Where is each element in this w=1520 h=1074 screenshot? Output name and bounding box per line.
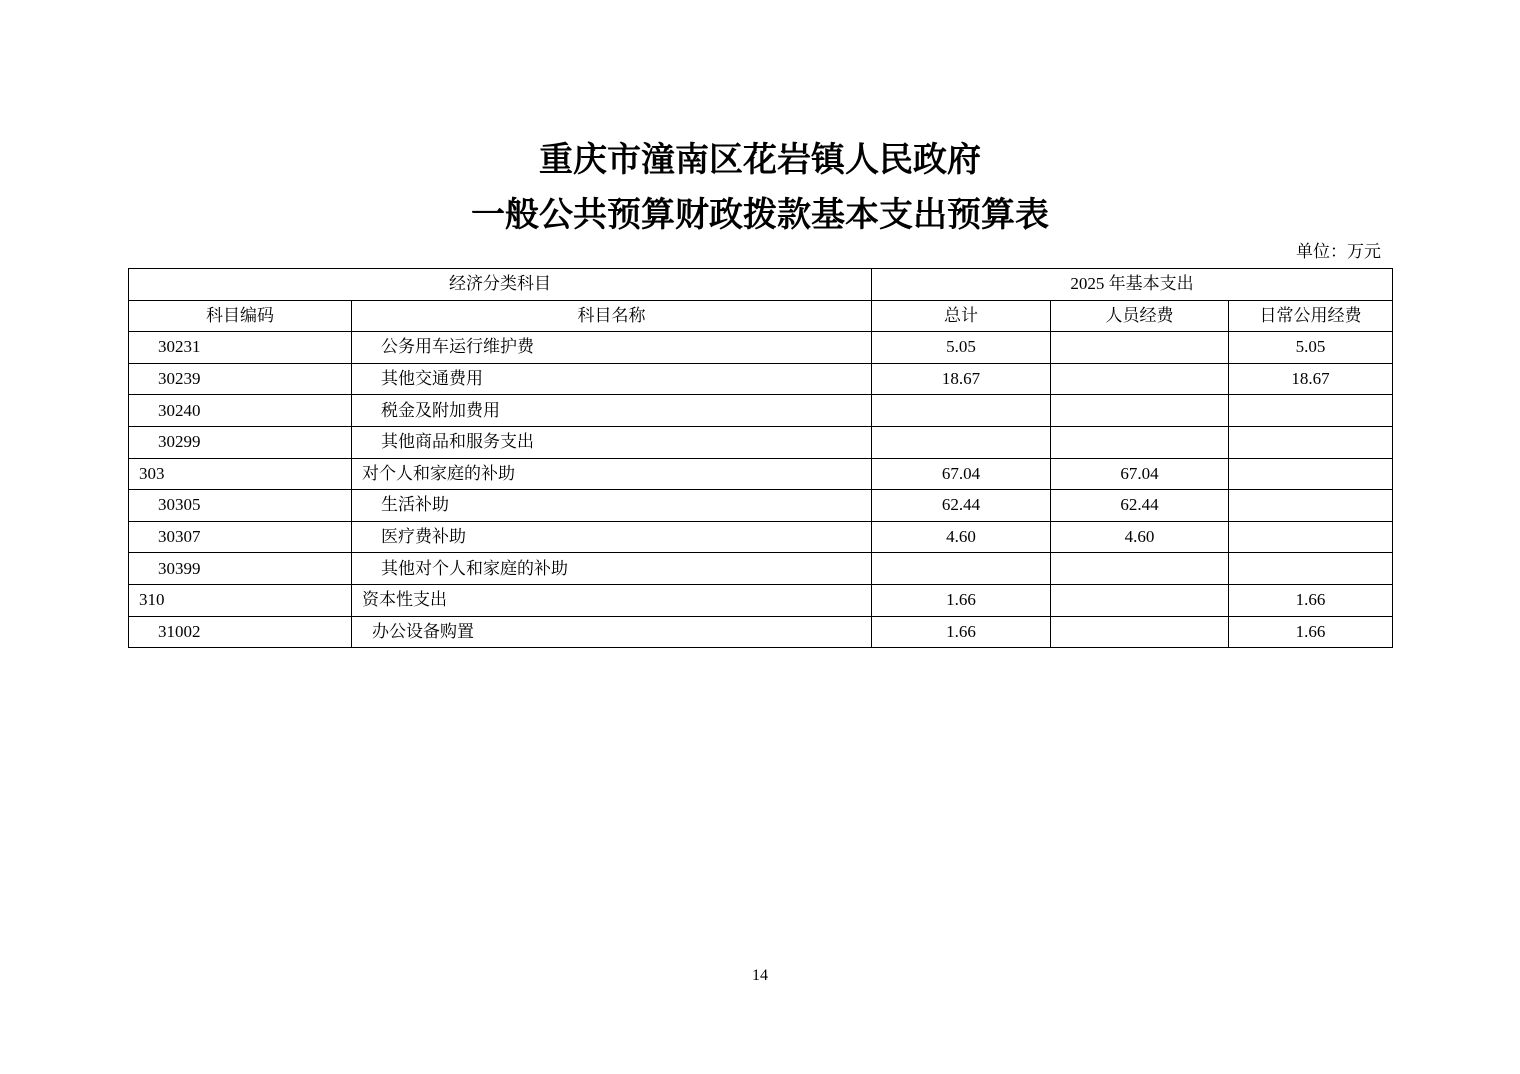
cell-name: 办公设备购置: [352, 616, 872, 648]
table-row: [129, 553, 1393, 585]
column-header-row: [129, 300, 1393, 332]
cell-public: [1229, 395, 1393, 427]
document-title-line-1: 重庆市潼南区花岩镇人民政府: [539, 140, 981, 180]
cell-name: 税金及附加费用: [352, 395, 872, 427]
cell-total: [872, 426, 1051, 458]
cell-public: 1.66: [1229, 584, 1393, 616]
cell-total: 4.60: [872, 521, 1051, 553]
cell-personnel: [1051, 616, 1229, 648]
cell-personnel: [1051, 363, 1229, 395]
cell-public: [1229, 521, 1393, 553]
cell-personnel: [1051, 395, 1229, 427]
cell-personnel: [1051, 332, 1229, 364]
cell-name: 其他商品和服务支出: [352, 426, 872, 458]
table-row: [129, 363, 1393, 395]
cell-total: [872, 553, 1051, 585]
column-header-code: 科目编码: [129, 300, 352, 332]
cell-code: 30240: [129, 395, 352, 427]
cell-public: 18.67: [1229, 363, 1393, 395]
cell-personnel: 4.60: [1051, 521, 1229, 553]
page-number: 14: [752, 967, 768, 984]
cell-name: 资本性支出: [352, 584, 872, 616]
cell-code: 30231: [129, 332, 352, 364]
cell-code: 30299: [129, 426, 352, 458]
cell-name: 公务用车运行维护费: [352, 332, 872, 364]
table-row: [129, 616, 1393, 648]
cell-personnel: 62.44: [1051, 490, 1229, 522]
table-row: [129, 490, 1393, 522]
cell-public: [1229, 553, 1393, 585]
group-header-economic-class: 经济分类科目: [129, 269, 872, 301]
cell-code: 31002: [129, 616, 352, 648]
cell-total: 18.67: [872, 363, 1051, 395]
cell-code: 30307: [129, 521, 352, 553]
table-row: [129, 584, 1393, 616]
column-header-name: 科目名称: [352, 300, 872, 332]
cell-name: 生活补助: [352, 490, 872, 522]
column-header-personnel: 人员经费: [1051, 300, 1229, 332]
cell-public: [1229, 458, 1393, 490]
cell-public: [1229, 426, 1393, 458]
column-header-public: 日常公用经费: [1229, 300, 1393, 332]
cell-public: 1.66: [1229, 616, 1393, 648]
group-header-basic-expenditure: 2025 年基本支出: [872, 269, 1393, 301]
cell-code: 310: [129, 584, 352, 616]
table-row: [129, 395, 1393, 427]
cell-name: 其他对个人和家庭的补助: [352, 553, 872, 585]
cell-personnel: [1051, 584, 1229, 616]
budget-table: [128, 268, 1393, 648]
cell-total: [872, 395, 1051, 427]
cell-name: 对个人和家庭的补助: [352, 458, 872, 490]
cell-name: 医疗费补助: [352, 521, 872, 553]
table-row: [129, 332, 1393, 364]
cell-personnel: [1051, 553, 1229, 585]
cell-code: 30305: [129, 490, 352, 522]
cell-total: 5.05: [872, 332, 1051, 364]
cell-total: 1.66: [872, 616, 1051, 648]
table-row: [129, 458, 1393, 490]
group-header-row: [129, 269, 1393, 301]
cell-public: [1229, 490, 1393, 522]
table-row: [129, 426, 1393, 458]
cell-personnel: 67.04: [1051, 458, 1229, 490]
cell-code: 303: [129, 458, 352, 490]
unit-label: 单位：万元: [1296, 242, 1381, 262]
cell-public: 5.05: [1229, 332, 1393, 364]
cell-code: 30239: [129, 363, 352, 395]
cell-personnel: [1051, 426, 1229, 458]
column-header-total: 总计: [872, 300, 1051, 332]
cell-name: 其他交通费用: [352, 363, 872, 395]
document-title-line-2: 一般公共预算财政拨款基本支出预算表: [471, 195, 1049, 235]
cell-code: 30399: [129, 553, 352, 585]
cell-total: 67.04: [872, 458, 1051, 490]
cell-total: 62.44: [872, 490, 1051, 522]
table-row: [129, 521, 1393, 553]
cell-total: 1.66: [872, 584, 1051, 616]
